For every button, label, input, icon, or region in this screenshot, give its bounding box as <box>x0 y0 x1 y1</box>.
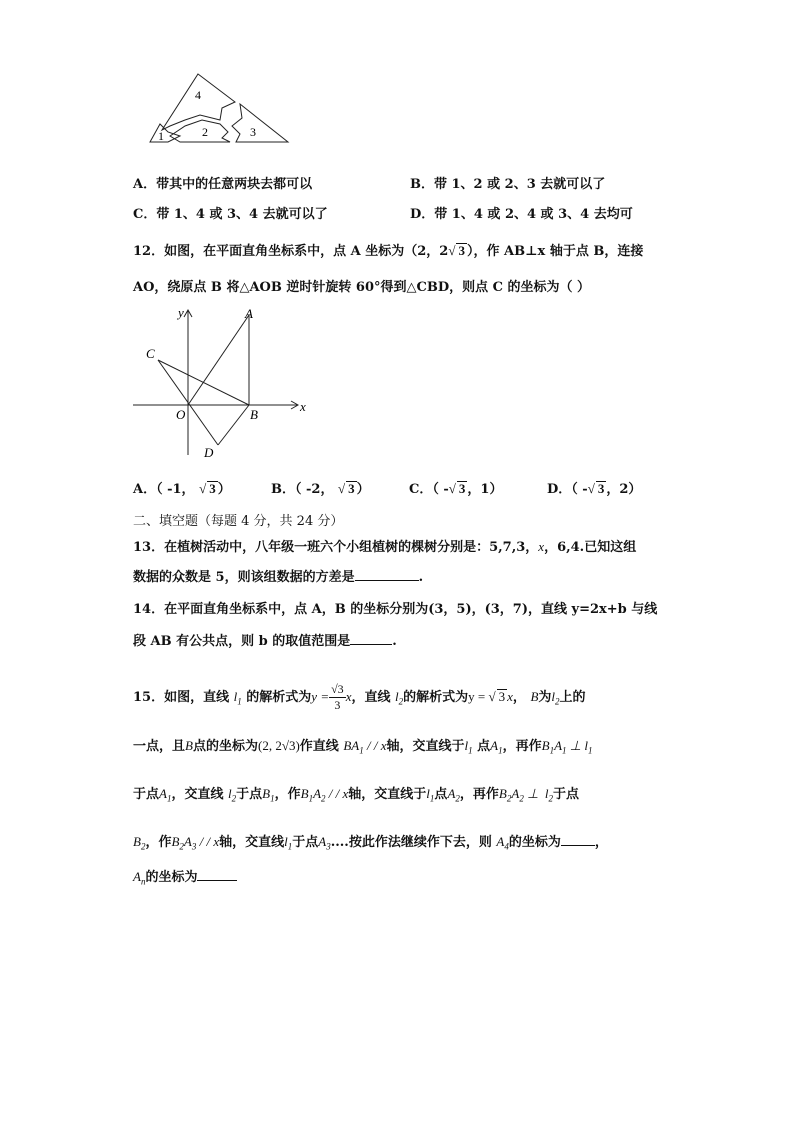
piece-label-3: 3 <box>250 125 256 139</box>
sqrt-symbol: √ <box>448 243 456 258</box>
q11-option-d: D．带 1、4 或 2、4 或 3、4 去均可 <box>410 207 633 222</box>
math-B1A2-parallel-x: $B_1A_2$ / / x <box>300 786 349 804</box>
q15-p5: ， <box>512 690 526 705</box>
q15-l2-p3: 作直线 <box>299 739 339 754</box>
q15-l3-p3: 于点 <box>236 787 263 802</box>
math-l1-e: $l_1$ <box>284 834 293 852</box>
frac-den: 3 <box>334 698 341 712</box>
piece-3 <box>232 104 288 142</box>
q15-l3-p8: 于点 <box>553 787 580 802</box>
q14-answer-blank[interactable] <box>350 644 392 645</box>
q12-line-1-post: ），作 AB⊥x 轴于点 B，连接 <box>466 244 644 259</box>
q12-option-d <box>547 478 641 497</box>
math-l1: $l_1$ <box>233 689 242 707</box>
math-y-eq: y = <box>311 689 330 704</box>
piece-label-2: 2 <box>202 125 208 139</box>
q12-option-b <box>271 478 370 497</box>
sqrt-symbol: √ <box>199 481 207 496</box>
math-l1-d: $l_1$ <box>426 786 435 804</box>
piece-label-4: 4 <box>195 88 201 102</box>
q15-l3-p6: 点 <box>434 787 448 802</box>
q15-answer-blank-1[interactable] <box>561 845 595 846</box>
q12-option-c-post: ，1） <box>467 482 503 497</box>
q15-l3-p2: ，交直线 <box>171 787 224 802</box>
segment-DB <box>218 405 249 445</box>
q15-line-5 <box>133 866 237 887</box>
q15-l4-p1: ，作 <box>145 835 172 850</box>
q12-option-a-pre: A．（ -1， <box>133 482 195 497</box>
q15-l3-p5: 轴，交直线于 <box>348 787 427 802</box>
label-x: x <box>300 399 306 414</box>
math-An: $A_n$ <box>133 869 146 887</box>
q14-line-2-text: 段 AB 有公共点，则 b 的取值范围是 <box>133 634 351 649</box>
math-A1: $A_1$ <box>490 738 503 756</box>
math-y-sqrt3x: y = √ 3 x <box>468 689 513 704</box>
label-C: C <box>146 346 155 361</box>
q13-line-1 <box>133 536 636 555</box>
q15-p2: 的解析式为 <box>246 690 312 705</box>
q15-p1: 15．如图，直线 <box>133 690 230 705</box>
q15-line-3 <box>133 783 579 804</box>
q12-option-d-pre: D．（ - <box>547 482 588 497</box>
piece-label-1: 1 <box>158 129 164 143</box>
math-A1b: $A_1$ <box>159 786 172 804</box>
q15-l4-p3: 于点 <box>292 835 319 850</box>
label-B: B <box>250 407 258 422</box>
q15-line-1 <box>133 682 586 713</box>
q11-figure <box>140 70 300 150</box>
math-B: B <box>530 689 539 704</box>
q15-p4: 的解析式为 <box>403 690 469 705</box>
math-l2b: $l_2$ <box>551 689 560 707</box>
sqrt-symbol: √ <box>587 481 595 496</box>
q15-l2-p4: 轴，交直线于 <box>386 739 465 754</box>
label-O: O <box>176 407 186 422</box>
math-l2: $l_2$ <box>395 689 404 707</box>
q15-line-2 <box>133 735 592 756</box>
math-A3: $A_3$ <box>318 834 331 852</box>
math-l2c: $l_2$ <box>228 786 237 804</box>
q12-option-b-pre: B．（ -2， <box>271 482 334 497</box>
q12-figure <box>128 305 313 465</box>
math-l1-c: $l_1$ <box>464 738 473 756</box>
q15-l4-p5: 的坐标为 <box>508 835 561 850</box>
q12-option-c <box>409 478 502 497</box>
q11-option-c: C．带 1、4 或 3、4 去就可以了 <box>133 207 328 222</box>
q12-option-b-rad: 3 <box>348 481 355 496</box>
q14-line-2 <box>133 630 397 649</box>
q15-answer-blank-2[interactable] <box>197 880 237 881</box>
q11-option-b: B．带 1、2 或 2、3 去就可以了 <box>410 177 606 192</box>
math-B2A3-parallel-x: $B_2A_3$ / / x <box>171 834 220 852</box>
q12-option-a <box>133 478 231 497</box>
segment-OA <box>188 315 249 405</box>
math-B2A2-perp: $B_2A_2$ ⊥ $l_2$ <box>498 786 553 804</box>
frac-num: √3 <box>331 682 344 696</box>
q13-var-x: x <box>538 539 545 554</box>
math-B2b: $B_2$ <box>133 834 146 852</box>
math-B1: $B_1$ <box>262 786 275 804</box>
q15-l2-p1: 一点，且 <box>133 739 186 754</box>
q15-l2-p5: 点 <box>477 739 491 754</box>
q12-option-c-pre: C．（ - <box>409 482 449 497</box>
q15-l4-p4: ....按此作法继续作下去，则 <box>330 835 492 850</box>
label-D: D <box>204 445 214 460</box>
q14-line-2-end: . <box>392 634 397 649</box>
q12-option-d-post: ，2） <box>606 482 642 497</box>
label-y: y <box>178 305 184 320</box>
q15-l4-p2: 轴，交直线 <box>219 835 285 850</box>
q15-l2-p6: ，再作 <box>502 739 542 754</box>
q13-line-1-post: ，6,4.已知这组 <box>544 540 637 555</box>
q12-radicand: 3 <box>458 243 465 258</box>
q15-p7: 上的 <box>559 690 586 705</box>
math-B1A1-perp-l1: $B_1A_1$ ⊥ $l_1$ <box>541 738 593 756</box>
q12-option-a-post: ） <box>217 482 231 497</box>
q12-line-1 <box>133 240 643 259</box>
math-BA1-parallel-x: $BA_1$ / / x <box>343 738 387 756</box>
q12-line-1-pre: 12．如图，在平面直角坐标系中，点 A 坐标为（2，2 <box>133 244 449 259</box>
q15-line-4: $B_2$，作$B_2A_3$ / / x轴，交直线$l_1$于点$A_3$....按此作法继续作下去，则 $A_4$的坐标为 ， <box>133 834 608 852</box>
section-heading: 二、填空题（每题 4 分，共 24 分） <box>133 514 344 529</box>
q15-l3-p1: 于点 <box>133 787 160 802</box>
sqrt-symbol: √ <box>338 481 346 496</box>
q12-option-d-rad: 3 <box>597 481 605 496</box>
q13-answer-blank[interactable] <box>355 580 419 581</box>
q14-line-1: 14．在平面直角坐标系中，点 A，B 的坐标分别为(3，5)，(3，7)，直线 y=2x+b 与线 <box>133 602 658 617</box>
label-A: A <box>245 306 253 321</box>
fraction-sqrt3-over-3 <box>329 682 346 713</box>
q15-l3-p4: ，作 <box>274 787 301 802</box>
q13-line-2 <box>133 566 423 585</box>
segment-CB <box>158 360 249 405</box>
math-A2: $A_2$ <box>447 786 460 804</box>
q15-l5-p1: 的坐标为 <box>145 870 198 885</box>
q15-l2-p2: 点的坐标为 <box>192 739 258 754</box>
math-B2: B <box>185 738 193 753</box>
math-A4: $A_4$ <box>496 834 509 852</box>
q15-coord: (2, 2√3) <box>257 738 300 753</box>
q11-option-a: A．带其中的任意两块去都可以 <box>133 177 313 192</box>
math-x: x <box>345 689 352 704</box>
piece-2 <box>170 120 230 142</box>
q12-option-a-rad: 3 <box>209 481 216 496</box>
q12-option-b-post: ） <box>356 482 370 497</box>
q12-line-2: AO，绕原点 B 将△AOB 逆时针旋转 60°得到△CBD，则点 C 的坐标为（ ） <box>133 280 591 295</box>
sqrt-symbol: √ <box>448 481 456 496</box>
q13-line-1-pre: 13．在植树活动中，八年级一班六个小组植树的棵树分别是：5,7,3， <box>133 540 539 555</box>
q15-l3-p7: ，再作 <box>459 787 499 802</box>
q15-p3: ，直线 <box>351 690 391 705</box>
q12-option-c-rad: 3 <box>458 481 466 496</box>
q13-line-2-text: 数据的众数是 5，则该组数据的方差是 <box>133 570 355 585</box>
q13-line-2-end: . <box>418 570 424 585</box>
q15-p6: 为 <box>538 690 552 705</box>
